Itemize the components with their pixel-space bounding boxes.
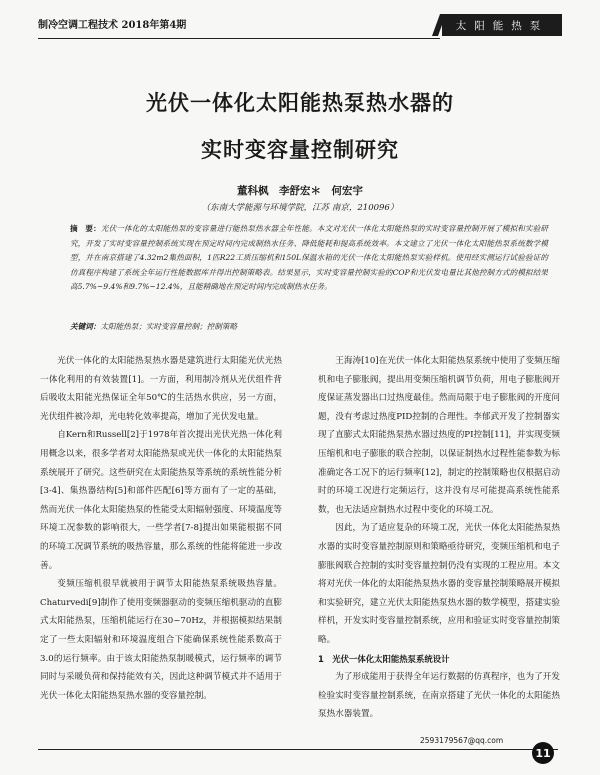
page-number: 11 [532, 742, 554, 764]
body-paragraph: 光伏一体化的太阳能热泵热水器是建筑进行太阳能光伏光热一体化利用的有效装置[1]。一方面，利用制冷剂从光伏组件背后吸收太阳能光热保证全年50℃的生活热水供应，另一方面，光伏组件被冷却，光电转化效率提高，增加了光伏发电量。 [40, 356, 282, 422]
abstract-label: 摘 要： [70, 224, 101, 233]
body-paragraph: 自Kern和Russell[2]于1978年首次提出光伏光热一体化利用概念以来，很多学者对太阳能热泵或光伏一体化的太阳能热泵系统展开了研究。这些研究在太阳能热泵等系统的系统性能分析[3-4]、集热器结构[5]和部件匹配[6]等方面有了一定的基础，然而光伏一体化太阳能热泵的性能受太阳辐射强度、环境温度等环境工况参数的影响很大，一些学者[7-8]提出如果能根据不同的环境工况调节系统的吸热容量，那么系统的性能将能进一步改善。 [40, 430, 282, 571]
affiliation: （东南大学能源与环境学院，江苏 南京，210096） [201, 203, 399, 213]
header-rule [38, 38, 440, 39]
authors: 董科枫 李舒宏＊ 何宏宇 [237, 185, 363, 197]
body-paragraph: 因此，为了适应复杂的环境工况，光伏一体化太阳能热泵热水器的实时变容量控制原则和策略亟待研究，变频压缩机和电子膨胀阀联合控制的实时变容量控制仍没有实现的工程应用。本文将对光伏一体化的太阳能热泵热水器的变容量控制策略展开模拟和实验研究，建立光伏太阳能热泵热水器的数学模型，搭建实验样机，开发实时变容量控制系统，应用和验证实时变容量控制策略。 [318, 523, 560, 645]
author-email: 2593179567@qq.com [420, 736, 504, 745]
abstract [70, 222, 548, 295]
keywords-text: 太阳能热泵；实时变容量控制；控制策略 [100, 322, 238, 331]
title-block [0, 92, 600, 160]
running-header [38, 14, 562, 36]
section-tab: 太阳能热泵 [442, 14, 562, 36]
abstract-text: 光伏一体化的太阳能热泵的变容量进行能热泵热水器全年性能。本文对光伏一体化太阳能热泵的实时变容量控制开展了模拟和实验研究，开发了实时变容量控制系统实现在预定时间内完成制热水任务、降低能耗和提高系统效率。本文建立了光伏一体化太阳能热泵系统数学模型，并在南京搭建了4.32m2集热面积，1匹R22工质压缩机和150L保温水箱的光伏一体化太阳能热泵实验样机。使用经实测运行试验验证的仿真程序构建了系统全年运行性能数据库并得出控制策略表。结果显示，实时变容量控制实验的COP和光伏发电量比其他控制方式的模拟结果高5.7%~9.4%和9.7%~12.4%，且能精确地在预定时间内完成制热水任务。 [70, 224, 549, 292]
keywords-label: 关键词： [70, 322, 101, 331]
journal-name: 制冷空调工程技术 2018年第4期 [38, 20, 187, 31]
body-paragraph: 为了形成能用于获得全年运行数据的仿真程序，也为了开发检验实时变容量控制系统，在南京搭建了光伏一体化的太阳能热泵热水器装置。 [318, 672, 560, 720]
left-column [40, 352, 282, 705]
footer-rule [38, 749, 558, 750]
body-paragraph: 变频压缩机很早就被用于调节太阳能热泵系统吸热容量。Chaturvedi[9]制作了使用变频器驱动的变频压缩机驱动的直膨式太阳能热泵，压缩机能运行在30~70Hz，并根据模拟结果制定了一些太阳辐射和环境温度组合下能确保系统性能系数高于3.0的运行频率。由于该太阳能热泵制暖模式，运行频率的调节同时与采暖负荷和保持能效有关，因此这种调节模式并不适用于光伏一体化太阳能热泵热水器的变容量控制。 [40, 579, 282, 701]
keywords [70, 321, 548, 332]
body-paragraph: 王海涛[10]在光伏一体化太阳能热泵系统中使用了变频压缩机和电子膨胀阀，提出用变频压缩机调节负荷，用电子膨胀阀开度保证蒸发器出口过热度最佳。然而局限于电子膨胀阀的开度问题，没有考虑过热度PID控制的合理性。李郁武开发了控制器实现了直膨式太阳能热泵热水器过热度的PI控制[11]，并实现变频压缩机和电子膨胀的联合控制，以保证制热水过程性能参数为标准确定各工况下的运行频率[12]，制定的控制策略也仅根据启动时的环境工况进行定频运行，这并没有尽可能提高系统性能系数，也无法适应制热水过程中变化的环境工况。 [318, 356, 560, 515]
right-column [318, 352, 560, 724]
title-line-1: 光伏一体化太阳能热泵热水器的 [146, 90, 454, 115]
section-heading: 1 光伏一体化太阳能热泵系统设计 [318, 653, 450, 664]
title-line-2: 实时变容量控制研究 [201, 137, 399, 162]
